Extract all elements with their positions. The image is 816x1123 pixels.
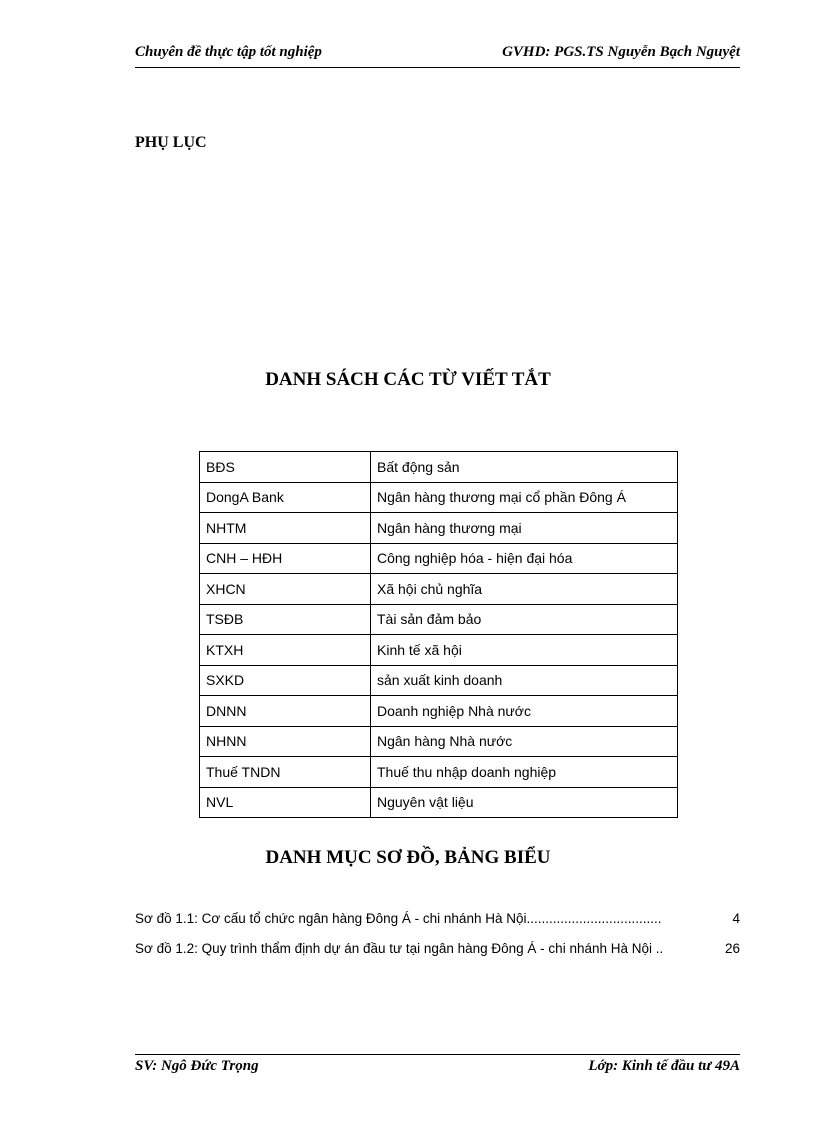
abbreviation-cell: SXKD: [200, 665, 371, 696]
figures-title: DANH MỤC SƠ ĐỒ, BẢNG BIỂU: [265, 847, 551, 868]
meaning-cell: Xã hội chủ nghĩa: [371, 574, 678, 605]
toc-entry[interactable]: [135, 911, 740, 931]
meaning-cell: Ngân hàng Nhà nước: [371, 726, 678, 757]
table-row: [200, 696, 678, 727]
table-row: [200, 513, 678, 544]
table-row: [200, 452, 678, 483]
meaning-cell: Kinh tế xã hội: [371, 635, 678, 666]
toc-entry-page: 26: [724, 941, 740, 956]
abbreviation-cell: DNNN: [200, 696, 371, 727]
toc-entry-text: Sơ đồ 1.1: Cơ cấu tổ chức ngân hàng Đông Á - chi nhánh Hà Nội....................................: [135, 911, 662, 926]
table-row: [200, 635, 678, 666]
abbreviation-cell: NHNN: [200, 726, 371, 757]
meaning-cell: Doanh nghiệp Nhà nước: [371, 696, 678, 727]
abbreviation-cell: CNH – HĐH: [200, 543, 371, 574]
abbreviation-cell: XHCN: [200, 574, 371, 605]
footer-class: Lớp: Kinh tế đầu tư 49A: [588, 1058, 740, 1074]
table-row: [200, 482, 678, 513]
appendix-title: PHỤ LỤC: [135, 134, 207, 151]
meaning-cell: sản xuất kinh doanh: [371, 665, 678, 696]
meaning-cell: Ngân hàng thương mại: [371, 513, 678, 544]
abbreviations-table: [199, 451, 678, 818]
abbreviations-title: DANH SÁCH CÁC TỪ VIẾT TẮT: [265, 369, 551, 390]
meaning-cell: Công nghiệp hóa - hiện đại hóa: [371, 543, 678, 574]
meaning-cell: Nguyên vật liệu: [371, 787, 678, 818]
header-rule: [135, 67, 740, 68]
meaning-cell: Ngân hàng thương mại cổ phần Đông Á: [371, 482, 678, 513]
table-row: [200, 726, 678, 757]
table-row: [200, 757, 678, 788]
table-row: [200, 787, 678, 818]
abbreviation-cell: DongA Bank: [200, 482, 371, 513]
header-topic: Chuyên đề thực tập tốt nghiệp: [135, 44, 322, 60]
table-row: [200, 604, 678, 635]
abbreviation-cell: Thuế TNDN: [200, 757, 371, 788]
table-row: [200, 574, 678, 605]
page-footer: [135, 1058, 740, 1080]
toc-entry-text: Sơ đồ 1.2: Quy trình thẩm định dự án đầu tư tại ngân hàng Đông Á - chi nhánh Hà Nội ..: [135, 941, 664, 956]
footer-student: SV: Ngô Đức Trọng: [135, 1058, 259, 1074]
footer-rule: [135, 1054, 740, 1055]
table-row: [200, 543, 678, 574]
abbreviations-table-body: [200, 452, 678, 818]
abbreviation-cell: NVL: [200, 787, 371, 818]
abbreviation-cell: KTXH: [200, 635, 371, 666]
abbreviation-cell: BĐS: [200, 452, 371, 483]
abbreviation-cell: TSĐB: [200, 604, 371, 635]
table-row: [200, 665, 678, 696]
meaning-cell: Bất động sản: [371, 452, 678, 483]
meaning-cell: Tài sản đảm bảo: [371, 604, 678, 635]
meaning-cell: Thuế thu nhập doanh nghiệp: [371, 757, 678, 788]
page-header: [135, 44, 740, 66]
header-advisor: GVHD: PGS.TS Nguyễn Bạch Nguyệt: [502, 44, 740, 60]
abbreviation-cell: NHTM: [200, 513, 371, 544]
toc-entry-page: 4: [732, 911, 740, 926]
toc-entry[interactable]: [135, 941, 740, 961]
